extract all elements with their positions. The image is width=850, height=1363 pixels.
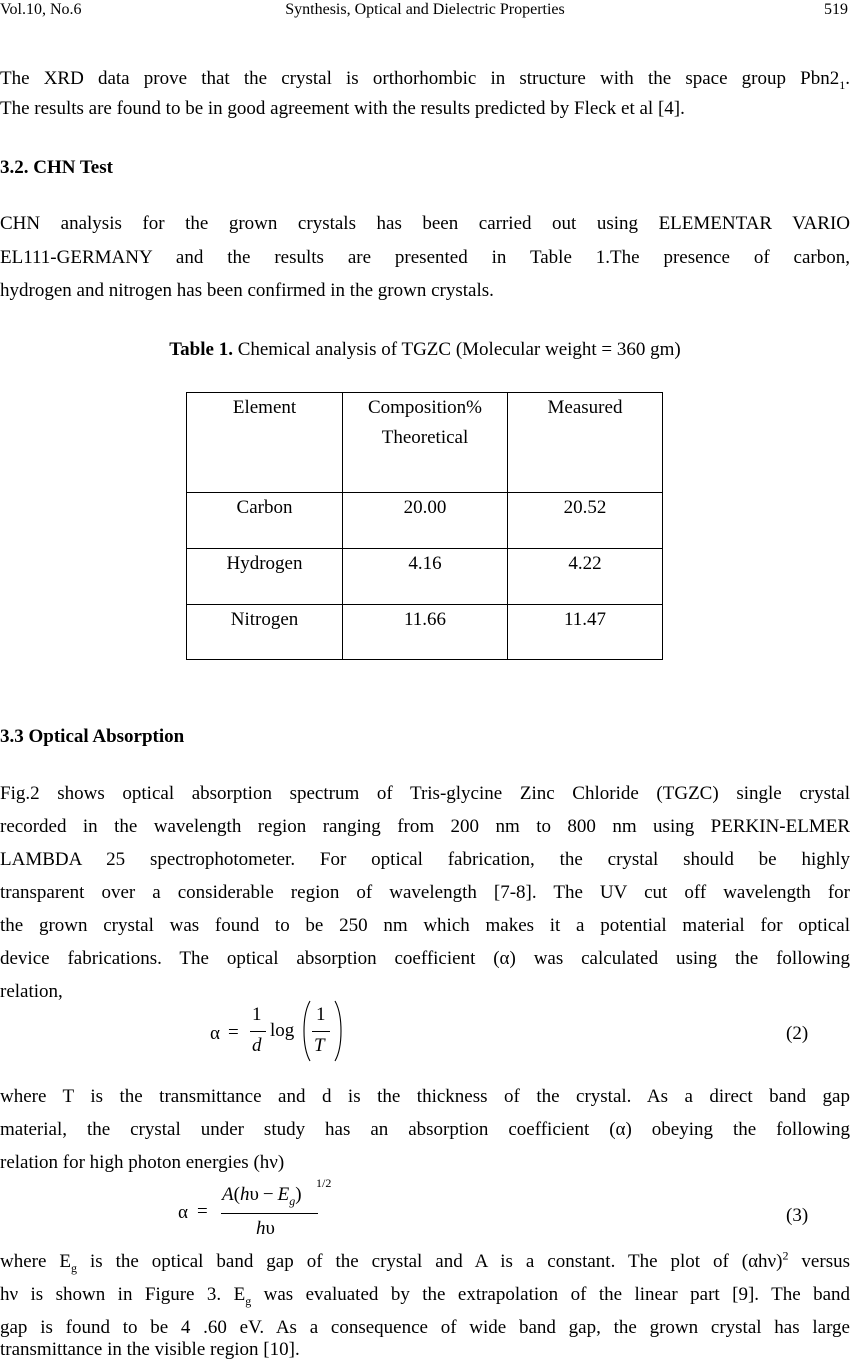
cell-theoretical: 11.66	[343, 605, 508, 660]
eq2-equals: =	[228, 1022, 239, 1043]
eq3-fraction-bar	[221, 1213, 318, 1214]
optical-p3-line-2: hν is shown in Figure 3. $E_g$ was evaluated by the extrapolation of the linear part [9]. The band	[0, 1284, 850, 1308]
optical-p3-line-3: gap is found to be 4 .60 eV. As a consequence of wide band gap, the grown crystal has large	[0, 1317, 850, 1338]
eq2-numerator-1: 1	[252, 1004, 262, 1025]
chn-line-1: CHN analysis for the grown crystals has been carried out using ELEMENTAR VARIO	[0, 213, 850, 234]
optical-p1-line: recorded in the wavelength region ranging from 200 nm to 800 nm using PERKIN-ELMER	[0, 816, 850, 837]
eq3-equals: =	[197, 1201, 208, 1222]
section-heading-chn: 3.2. CHN Test	[0, 157, 113, 178]
cell-measured: 4.22	[508, 549, 663, 605]
eq3-denominator: hυ	[256, 1218, 275, 1239]
header-composition: Composition% Theoretical	[343, 393, 508, 493]
eq3-alpha: α	[178, 1202, 188, 1223]
table-caption: Table 1. Chemical analysis of TGZC (Molecular weight = 360 gm)	[169, 339, 681, 360]
cell-theoretical: 20.00	[343, 493, 508, 549]
running-header-title: Synthesis, Optical and Dielectric Properties	[285, 1, 565, 18]
table-row	[187, 493, 663, 549]
cell-element: Carbon	[187, 493, 343, 549]
chn-line-3: hydrogen and nitrogen has been confirmed in the grown crystals.	[0, 280, 494, 301]
section-heading-optical: 3.3 Optical Absorption	[0, 726, 185, 747]
header-element: Element	[187, 393, 343, 493]
table-row	[187, 605, 663, 660]
eq2-right-paren	[333, 1000, 345, 1062]
eq3-power: 1/2	[316, 1176, 332, 1190]
eq2-log: log	[270, 1020, 295, 1041]
table-row	[187, 549, 663, 605]
cell-theoretical: 4.16	[343, 549, 508, 605]
header-measured: Measured	[508, 393, 663, 493]
optical-p1-line: LAMBDA 25 spectrophotometer. For optical fabrication, the crystal should be highly	[0, 849, 850, 870]
equation-2	[205, 998, 365, 1070]
optical-p2-line: where T is the transmittance and d is the thickness of the crystal. As a direct band gap	[0, 1086, 850, 1107]
intro-line-2: The results are found to be in good agreement with the results predicted by Fleck et al [4].	[0, 98, 685, 119]
table-header-row	[187, 393, 663, 493]
intro-line-1: The XRD data prove that the crystal is orthorhombic in structure with the space group $Pbn2_1$.	[0, 68, 850, 92]
running-header-volume: Vol.10, No.6	[0, 1, 82, 18]
eq2-numerator-2: 1	[316, 1004, 326, 1025]
eq2-fraction-bar	[250, 1031, 266, 1032]
page-number: 519	[824, 1, 848, 18]
eq3-numerator: $A(h\upsilon - E_g)$	[222, 1184, 302, 1208]
cell-measured: 20.52	[508, 493, 663, 549]
equation-2-number: (2)	[786, 1023, 809, 1044]
chemical-analysis-table	[186, 392, 663, 660]
equation-3	[170, 1176, 370, 1246]
optical-p1-line: transparent over a considerable region of wavelength [7-8]. The UV cut off wavelength for	[0, 882, 850, 903]
optical-p1-line: relation,	[0, 981, 63, 1002]
optical-p1-line: device fabrications. The optical absorption coefficient (α) was calculated using the following	[0, 948, 850, 969]
optical-p1-line: Fig.2 shows optical absorption spectrum of Tris-glycine Zinc Chloride (TGZC) single crystal	[0, 783, 850, 804]
eq2-left-paren	[300, 1000, 312, 1062]
optical-p3-line-1: where $E_g$ is the optical band gap of the crystal and A is a constant. The plot of $(\alpha h\nu)^2$ versus	[0, 1248, 850, 1275]
cell-measured: 11.47	[508, 605, 663, 660]
eq2-fraction-bar-2	[312, 1031, 330, 1032]
optical-p3-line-4: transmittance in the visible region [10].	[0, 1339, 300, 1360]
eq2-alpha: α	[210, 1023, 220, 1044]
eq2-d: d	[252, 1035, 262, 1056]
eq2-T: T	[314, 1035, 325, 1056]
cell-element: Nitrogen	[187, 605, 343, 660]
optical-p2-line: relation for high photon energies (hν)	[0, 1152, 285, 1173]
optical-p2-line: material, the crystal under study has an absorption coefficient (α) obeying the following	[0, 1119, 850, 1140]
equation-3-number: (3)	[786, 1205, 809, 1226]
optical-p1-line: the grown crystal was found to be 250 nm which makes it a potential material for optical	[0, 915, 850, 936]
cell-element: Hydrogen	[187, 549, 343, 605]
chn-line-2: EL111-GERMANY and the results are presented in Table 1.The presence of carbon,	[0, 247, 850, 268]
